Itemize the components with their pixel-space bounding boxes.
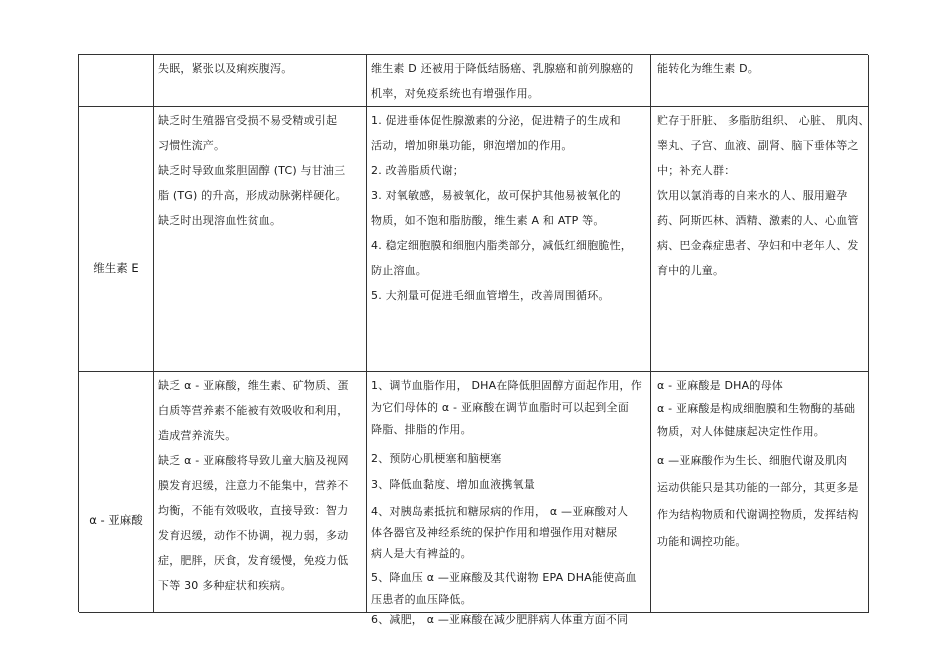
row1-deficiency-line: 缺乏时导致血浆胆固醇 (TC) 与甘油三 [158,164,346,177]
row2-function-line: 4、对胰岛素抵抗和糖尿病的作用， α —亚麻酸对人 [371,505,629,518]
row2-deficiency-line: 膜发育迟缓，注意力不能集中，营养不 [158,479,349,492]
row2-function-line: 压患者的血压降低。 [371,593,472,606]
row2-deficiency-line: 下等 30 多种症状和疾病。 [158,579,292,592]
row2-function-line: 病人是大有裨益的。 [371,547,472,560]
row2-source-line: 物质，对人体健康起决定性作用。 [657,425,825,438]
row1-function-line: 2. 改善脂质代谢； [371,164,464,177]
row2-function-line: 6、减肥， α —亚麻酸在减少肥胖病人体重方面不同 [371,613,629,626]
nutrient-table [78,54,870,626]
row2-deficiency-line: 症，肥胖，厌食，发育缓慢，免疫力低 [158,554,349,567]
row0-source-cell [651,55,869,107]
row1-function-line: 5. 大剂量可促进毛细血管增生，改善周围循环。 [371,289,610,302]
row2-deficiency-line: 发育迟缓，动作不协调，视力弱，多动 [158,529,349,542]
row2-function-line: 2、预防心肌梗塞和脑梗塞 [371,452,502,465]
row2-function-line: 3、降低血黏度、增加血液携氧量 [371,478,535,491]
row1-deficiency-line: 缺乏时生殖器官受损不易受精或引起 [158,114,338,127]
row1-function-line: 活动，增加卵巢功能，卵泡增加的作用。 [371,139,573,152]
row2-function-line: 1、调节血脂作用， DHA在降低胆固醇方面起作用，作 [371,379,642,392]
row1-function-line: 3. 对氧敏感，易被氧化，故可保护其他易被氧化的 [371,189,621,202]
row1-source-line: 中；补充人群： [657,164,736,177]
row1-source-line: 育中的儿童。 [657,264,725,277]
row0-name-cell [79,55,154,107]
row0-function-line: 维生素 D 还被用于降低结肠癌、乳腺癌和前列腺癌的 [371,62,634,75]
row1-source-line: 睾丸、子宫、血液、副肾、脑下垂体等之 [657,139,859,152]
row1-source-line: 病、巴金森症患者、孕妇和中老年人、发 [657,239,859,252]
row2-source-line: α - 亚麻酸是构成细胞膜和生物酶的基础 [657,402,856,415]
row1-deficiency-line: 缺乏时出现溶血性贫血。 [158,214,282,227]
row2-source-line: α —亚麻酸作为生长、细胞代谢及肌肉 [657,454,848,467]
row2-function-line: 体各器官及神经系统的保护作用和增强作用对糖尿 [371,526,618,539]
row2-name-cell [79,372,154,613]
row2-deficiency-cell [154,372,367,613]
row2-name: α - 亚麻酸 [89,513,143,527]
row0-source-line: 能转化为维生素 D。 [657,62,759,75]
row0-function-line: 机率，对免疫系统也有增强作用。 [371,87,539,100]
row2-source-line: α - 亚麻酸是 DHA的母体 [657,379,783,392]
row1-function-line: 1. 促进垂体促性腺激素的分泌，促进精子的生成和 [371,114,621,127]
row2-function-line: 5、降血压 α —亚麻酸及其代谢物 EPA DHA能使高血 [371,571,637,584]
row2-source-line: 功能和调控功能。 [657,535,747,548]
row1-source-cell [651,107,869,372]
row1-function-cell [367,107,651,372]
row1-source-line: 贮存于肝脏、 多脂肪组织、 心脏、 肌肉、 [657,114,870,127]
row0-function-cell [367,55,651,107]
row1-name-cell [79,107,154,372]
row1-name: 维生素 E [93,261,139,275]
row1-deficiency-line: 脂 (TG) 的升高，形成动脉粥样硬化。 [158,189,347,202]
row2-deficiency-line: 缺乏 α - 亚麻酸，维生素、矿物质、蛋 [158,379,349,392]
row2-function-line: 为它们母体的 α - 亚麻酸在调节血脂时可以起到全面 [371,401,629,414]
row2-source-line: 运动供能只是其功能的一部分，其更多是 [657,481,859,494]
row1-function-line: 防止溶血。 [371,264,427,277]
row2-source-cell [651,372,869,613]
row0-deficiency-line: 失眠，紧张以及痢疾腹泻。 [158,62,293,75]
row2-deficiency-line: 造成营养流失。 [158,429,237,442]
row1-function-line: 物质，如不饱和脂肪酸，维生素 A 和 ATP 等。 [371,214,605,227]
row1-source-line: 饮用以氯消毒的自来水的人、服用避孕 [657,189,848,202]
row0-deficiency-cell [154,55,367,107]
row2-deficiency-line: 均衡，不能有效吸收，直接导致：智力 [158,504,349,517]
row1-source-line: 药、阿斯匹林、酒精、激素的人、心血管 [657,214,859,227]
row2-function-cell [367,372,651,626]
row2-source-line: 作为结构物质和代谢调控物质，发挥结构 [657,508,859,521]
row1-deficiency-line: 习惯性流产。 [158,139,226,152]
row2-function-line: 降脂、排脂的作用。 [371,423,472,436]
row1-function-line: 4. 稳定细胞膜和细胞内脂类部分，减低红细胞脆性， [371,239,632,252]
row2-deficiency-line: 缺乏 α - 亚麻酸将导致儿童大脑及视网 [158,454,349,467]
row1-deficiency-cell [154,107,367,372]
row2-deficiency-line: 白质等营养素不能被有效吸收和利用， [158,404,349,417]
